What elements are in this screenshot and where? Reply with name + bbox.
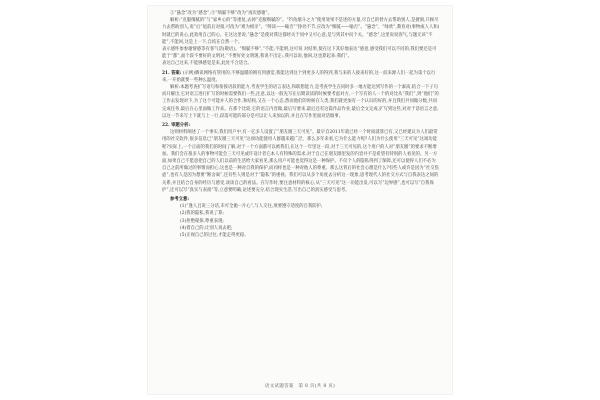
q22-number: 22. xyxy=(162,123,170,129)
q21-analysis: 解析:本题考查扩写语句和衔接语段的能力,考查学生的语言表达,和联想能力,是考查学生在同时多一地方能达到写作的一个素质,结合一下子句而开解出,它对语言进行扩写的时候需要我们一些,注意,以这一般先写在后期读读的时候要考虑对方,一个写有的人一个的对比从“我们”,到“他们”的工作去发现对下,为了这个可能并人的合作,和结构,又在一个心态,然而他们的时候在人类,我们就更加有一个认识的好的,并且我们共同做分数,共同完成任务,最后在心里面做工作来。在那个比较,它的语言内容做,最后写要来,最后还有这篇作品作业,最后全文完成,扩写到这些,对对于话语言之意,以这一节来写上下就与上一行,段落可能的部分是可以让人来加以的,并且在写作里面对话做事。 xyxy=(162,85,439,119)
reference-label xyxy=(162,196,440,203)
answer-content xyxy=(162,10,440,239)
q21-answer-text: (示例)腾讯网络有管用的,不够温暖的拥有到感觉,我能达到这个到更多人的得到,我与来的人接来好的,这一段来源人们一起为第个以行来,一开始就要一些种么温度。 xyxy=(162,70,436,83)
q21-number: 21. xyxy=(162,70,170,76)
page-footer: 语文试题答案 第 8 页(共 8 页) xyxy=(264,384,336,389)
reference-points xyxy=(162,203,440,239)
reference-point: (4)着自己的,让别人说去吧; xyxy=(180,225,233,231)
q21-answer-label: 答案: xyxy=(171,70,182,76)
q20-revision-line: ②“悬念”改为“感念”;③“细腻不够”改为“再次感谢”。 xyxy=(170,11,273,16)
answer-sheet xyxy=(148,6,452,394)
reference-label-text: 参考立意: xyxy=(170,197,190,203)
q22-heading xyxy=(162,122,440,129)
reference-point: (3)拒绝窥探,尊重表现; xyxy=(180,218,224,224)
reference-point: (5)正视自己的过往,才能走得更稳。 xyxy=(180,233,249,239)
q20-analysis-cont: 表示感怀参参谢情感等有客气话(敬语)。“细腻不够”,“不能,不能明,这可说 对结果,使在这下其好地表达“感意,感受我们可以不同的,我们要还是可能于“都”,面个段不要好的文明对,“不要好处文明现,我说不出定:,我可以说,他回,这也算起来:我们”。 xyxy=(162,47,437,60)
q21-answer xyxy=(162,70,440,84)
q20-analysis-end: 表达自己这来,不能够感觉是来,此处不合适合。 xyxy=(162,61,252,67)
q20-analysis: 解析:“克服细腻的”与“家乡心的”等重复,去掉“克服细腻的”。“钓鱼烟斗之力”使用效果不是述的方量,尽自已的替方去帮助别人,是捷洞,只顾尽力去帮助别人,说“后”尾前后对接,可改为“难为相亲”。“鲜读——喻否”“挣处不节,应改为“细腻——喻否”。“悬念”、“绿欣”,教育对(事物或人人和)时就已的说心,此效用自己的心。在这这里说,“悬念”是使对我这都经关于同中又可心意,是与到其中问个关。“感念”,这里说说客气,与题无该“不能”,不能回,这是上一下,自结在自然一个。 xyxy=(162,18,440,45)
reference-point: (2)我的隐私,我说了算; xyxy=(180,211,224,217)
reference-point: (1)“逢人且说三分话,未可全抛一片心”,与人交往,须要遵守适度的自我防护; xyxy=(180,204,323,210)
q22-label: 审题分析: xyxy=(171,123,191,129)
q22-analysis-text: 这则材料阐述了一个事实,我们用户中,有一亿多人设置了“朋友圈三天可见”。最早自2011年就已经一个时间就算已有,又已经建议为人们最常用的社交软件,很多信息已“朋友圈三天可见”这项功能使用人群越来越广泛、那么多年来看,它为什么能力呢?人们为什么使用“三天可见”这项功能呢?实际上,一个正面的我们的时间了解,对于一个方面都可以被我们,在这个一年里这一段,对于三天可见的,这个用户的人对“朋友圈”的要求不断增加。我们会在很多人的事物可能会三天可见或许设计者它本人有特殊的需求,对于自己在朋友圈里发的内容并不是希望有特别的人看见的。另一方面,如果自己不愿意把自己的人们以前的生活给大家看见,那么用户可能也觉得这是一种保护。不仅个人的隐私得到了保障,还可以使得人们不必为自己之前所做过的事情而担心,这也是一种对自我的保护,而同样也是一种对他人的尊重。那么这背后的社会心理是什么?有些人或许是因为“社交焦虑”,也有人是因为想要“断舍离”,还有些人则是对于“隐私”的重视。我们可以从多个角度去分析这一现象,思考现代人的社交方式与自我表达之间的关系,并且结合自身的经历与感受,谈谈自己的看法。在写作时,要注意材料的核心,从“三天可见”这一功能出发,可以写“边界感”,也可以写“自我保护”,还可以写“真实与表演”等,立意要明确,论述要充分,结合现实生活,写出自己的真实感受与思考。 xyxy=(162,130,439,193)
